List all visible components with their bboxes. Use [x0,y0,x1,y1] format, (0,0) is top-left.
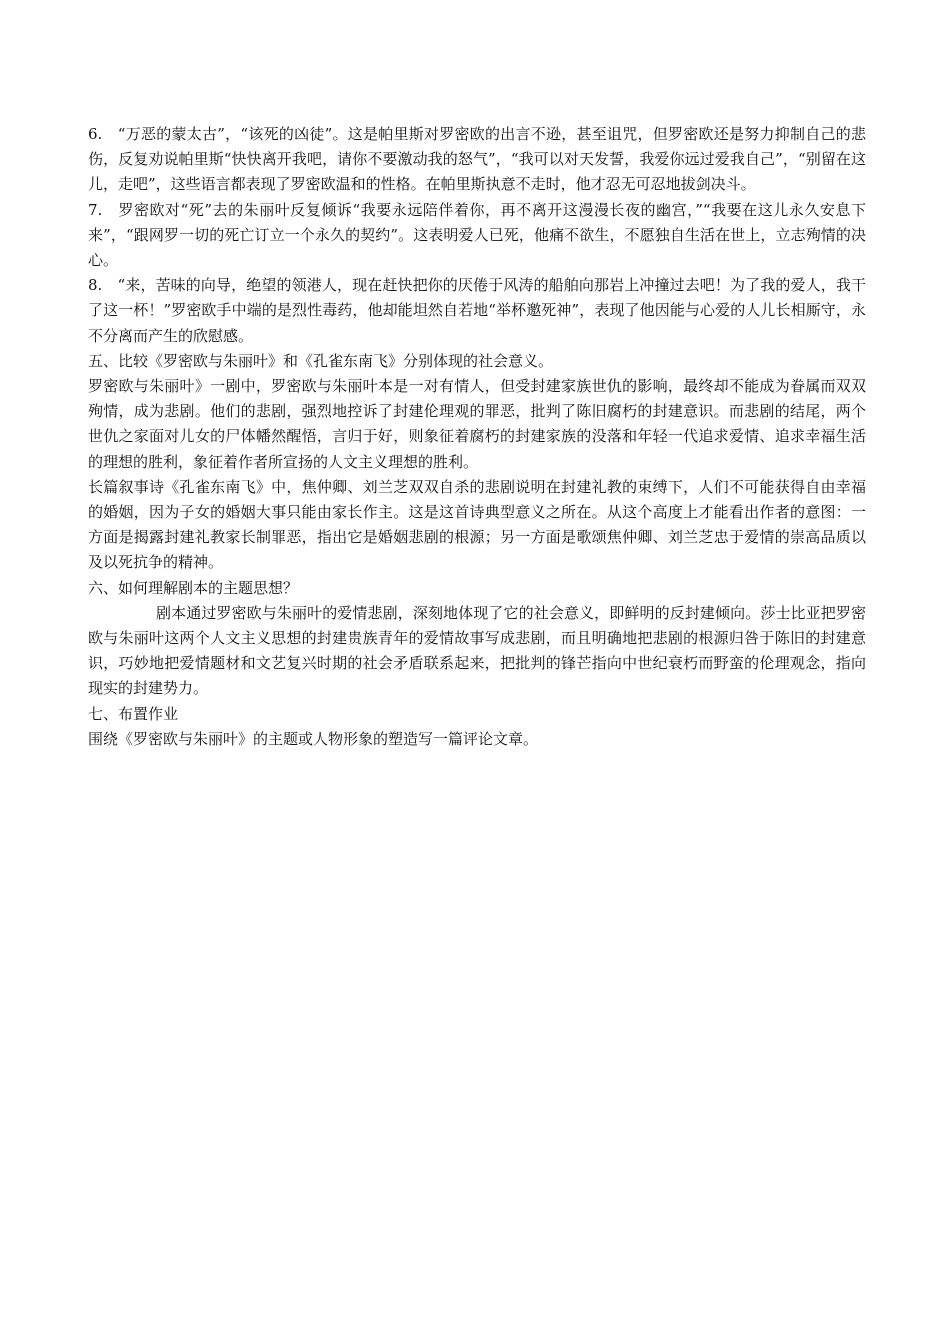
answer-item-7: 7. 罗密欧对“死”去的朱丽叶反复倾诉“我要永远陪伴着你，再不离开这漫漫长夜的幽宫，”“我要在这儿永久安息下来”，“跟网罗一切的死亡订立一个永久的契约”。这表明爱人已死，他痛不欲生，不愿独自生活在世上，立志殉情的决心。 [88,200,866,270]
section-heading-7: 七、布置作业 [88,704,179,723]
section-heading-6: 六、如何理解剧本的主题思想？ [88,578,299,597]
homework-paragraph: 围绕《罗密欧与朱丽叶》的主题或人物形象的塑造写一篇评论文章。 [88,729,539,748]
section-heading-5: 五、比较《罗密欧与朱丽叶》和《孔雀东南飞》分别体现的社会意义。 [88,351,554,370]
section-5-paragraph-peacock: 长篇叙事诗《孔雀东南飞》中，焦仲卿、刘兰芝双双自杀的悲剧说明在封建礼教的束缚下，人们不可能获得自由幸福的婚姻，因为子女的婚姻大事只能由家长作主。这是这首诗典型意义之所在。从这个高度上才能看出作者的意图：一方面是揭露封建礼教家长制罪恶，指出它是婚姻悲剧的根源；另一方面是歌颂焦仲卿、刘兰芝忠于爱情的崇高品质以及以死抗争的精神。 [88,477,866,572]
answer-item-6: 6. “万恶的蒙太古”，“该死的凶徒”。这是帕里斯对罗密欧的出言不逊，甚至诅咒，但罗密欧还是努力抑制自己的悲伤，反复劝说帕里斯“快快离开我吧，请你不要激动我的怒气”，“我可以对天发誓，我爱你远过爱我自己”，“别留在这儿，走吧”，这些语言都表现了罗密欧温和的性格。在帕里斯执意不走时，他才忍无可忍地拔剑决斗。 [88,125,866,194]
section-6-paragraph: 剧本通过罗密欧与朱丽叶的爱情悲剧，深刻地体现了它的社会意义，即鲜明的反封建倾向。莎士比亚把罗密欧与朱丽叶这两个人文主义思想的封建贵族青年的爱情故事写成悲剧，而且明确地把悲剧的根源归咎于陈旧的封建意识，巧妙地把爱情题材和文艺复兴时期的社会矛盾联系起来，把批判的锋芒指向中世纪衰朽而野蛮的伦理观念，指向现实的封建势力。 [88,603,866,698]
document-body [88,122,866,752]
section-5-paragraph-romeo: 罗密欧与朱丽叶》一剧中，罗密欧与朱丽叶本是一对有情人，但受封建家族世仇的影响，最终却不能成为眷属而双双殉情，成为悲剧。他们的悲剧，强烈地控诉了封建伦理观的罪恶，批判了陈旧腐朽的封建意识。而悲剧的结尾，两个世仇之家面对儿女的尸体幡然醒悟，言归于好，则象征着腐朽的封建家族的没落和年轻一代追求爱情、追求幸福生活的理想的胜利，象征着作者所宣扬的人文主义理想的胜利。 [88,377,866,471]
answer-item-8: 8. “来，苦味的向导，绝望的领港人，现在赶快把你的厌倦于风涛的船舶向那岩上冲撞过去吧！为了我的爱人，我干了这一杯！”罗密欧手中端的是烈性毒药，他却能坦然自若地“举杯邀死神”，表现了他因能与心爱的人儿长相厮守，永不分离而产生的欣慰感。 [88,276,866,345]
